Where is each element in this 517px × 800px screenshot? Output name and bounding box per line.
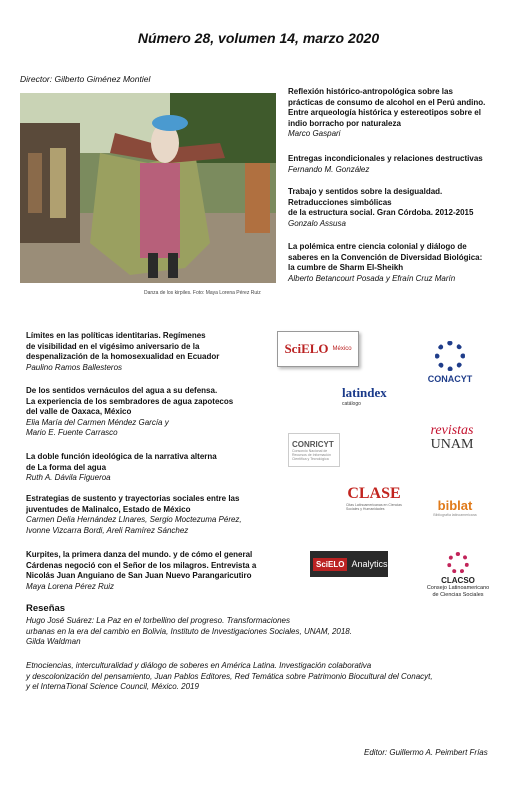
article-author: Carmen Delia Hernández LInares, Sergio Moctezuma Pérez, Ivonne Vizcarra Bordi, Areli Ramírez Sánchez <box>26 515 242 535</box>
logo-name: CLACSO <box>441 576 475 585</box>
photo-caption: Danza de los kirpiles. Foto: Maya Lorena Pérez Ruiz <box>144 290 261 296</box>
logo-name: biblat <box>437 497 473 513</box>
dancer-photo-illustration <box>20 93 276 283</box>
article-author: Maya Lorena Pérez Ruiz <box>26 581 115 591</box>
biblat-logo[interactable] <box>420 492 490 522</box>
logo-line2: UNAM <box>430 437 474 452</box>
left-article-2 <box>26 386 233 439</box>
article-title: La doble función ideológica de la narrativa alterna de La forma del agua <box>26 452 217 472</box>
revistas-unam-logo[interactable] <box>418 420 486 456</box>
article-author: Marco Gaspari <box>288 129 341 138</box>
article-title: La polémica entre ciencia colonial y diálogo de saberes en la Convención de Diversidad Biológica: la cumbre de Sharm El-Sheikh <box>288 242 483 272</box>
logo-sub: Bibliografía latinoamericana <box>433 512 477 517</box>
left-article-4 <box>26 494 242 536</box>
article-title: Límites en las políticas identitarias. Regímenes de visibilidad en el vigésimo aniversario de la despenalización de la homosexualidad en Ecuador <box>26 331 220 361</box>
scielo-analytics-logo[interactable] <box>310 551 388 577</box>
logo-line1: revistas <box>430 423 474 438</box>
logo-sub: catálogo <box>342 401 361 407</box>
article-author: Elia María del Carmen Méndez García y Mario E. Fuente Carrasco <box>26 417 169 437</box>
right-article-3 <box>288 187 473 229</box>
reviews-heading: Reseñas <box>26 603 66 614</box>
article-title: Estrategias de sustento y trayectorias sociales entre las juventudes de Malinalco, Estado de México <box>26 494 240 514</box>
logo-name: CONRICYT <box>292 439 334 449</box>
logo-mark: SciELO <box>284 341 329 356</box>
article-author: Alberto Betancourt Posada y Efraín Cruz Marín <box>288 273 456 283</box>
logo-mark: SciELO <box>313 558 347 571</box>
logo-sub: México <box>332 346 352 352</box>
logo-sub: Consorcio Nacional de Recursos de Información Científica y Tecnológica <box>292 448 331 461</box>
logo-desc: Consejo Latinoamericano de Ciencias Sociales <box>426 585 490 598</box>
issue-line: Número 28, volumen 14, marzo 2020 <box>137 30 380 46</box>
cover-photo <box>20 93 276 283</box>
left-article-1 <box>26 331 219 373</box>
clacso-logo[interactable] <box>418 545 498 605</box>
right-article-4 <box>288 242 482 284</box>
review-1: Hugo José Suárez: La Paz en el torbellino del progreso. Transformaciones urbanas en la era del cambio en Bolivia, Instituto de Investigaciones Sociales, UNAM, 2018. Gilda Waldman <box>26 616 352 646</box>
logo-name: latindex <box>342 385 387 400</box>
logo-text: Analytics <box>351 559 388 569</box>
article-title: Reflexión histórico-antropológica sobre las prácticas de consumo de alcohol en el Perú andino. Entre arqueología histórica y estereotipos sobre el indio borracho por naturaleza <box>288 87 486 128</box>
article-author: Paulino Ramos Ballesteros <box>26 362 123 372</box>
logo-name: CLASE <box>347 485 401 502</box>
logo-sub: Citas Latinoamericanas en Ciencias Sociales y Humanidades <box>346 503 402 511</box>
review-2: Etnociencias, interculturalidad y diálogo de soberes en América Latina. Investigación colaborativa y descolonización del pensamiento, Juan Pablos Editores, Red Temática sobre Patrimonio Biocultural del Conacyt, y el InternaTional Science Council, México. 2019 <box>26 661 433 691</box>
article-author: Fernando M. González <box>288 164 370 174</box>
article-title: Entregas incondicionales y relaciones destructivas <box>288 154 483 163</box>
right-article-2 <box>288 154 483 175</box>
article-title: De los sentidos vernáculos del agua a su defensa. La experiencia de los sembradores de agua zapotecos del valle de Oaxaca, México <box>26 386 234 416</box>
conricyt-logo[interactable] <box>288 433 340 467</box>
left-article-5 <box>26 550 256 592</box>
director-credit: Director: Gilberto Giménez Montiel <box>20 74 151 84</box>
editor-credit: Editor: Guillermo A. Peimbert Frías <box>364 748 488 757</box>
article-author: Gonzalo Assusa <box>288 218 346 228</box>
logo-name: CONACYT <box>427 373 473 384</box>
article-title: Kurpites, la primera danza del mundo. y de cómo el general Cárdenas negoció con el Señor de los milagros. Entrevista a Nicolás Juan Anguiano de San Juan Nuevo Parangaricutiro <box>26 550 257 580</box>
scielo-mexico-logo[interactable] <box>277 331 359 367</box>
clacso-emblem-icon <box>447 552 469 574</box>
article-title: Trabajo y sentidos sobre la desigualdad. Retraducciones simbólicas de la estructura social. Gran Córdoba. 2012-2015 <box>288 187 474 217</box>
latindex-logo[interactable] <box>342 381 404 411</box>
clase-logo[interactable] <box>346 478 402 518</box>
left-article-3 <box>26 452 217 484</box>
conacyt-emblem-icon <box>435 341 465 371</box>
right-article-1 <box>288 87 485 140</box>
article-author: Ruth A. Dávila Figueroa <box>26 473 111 482</box>
conacyt-logo[interactable] <box>420 335 480 389</box>
